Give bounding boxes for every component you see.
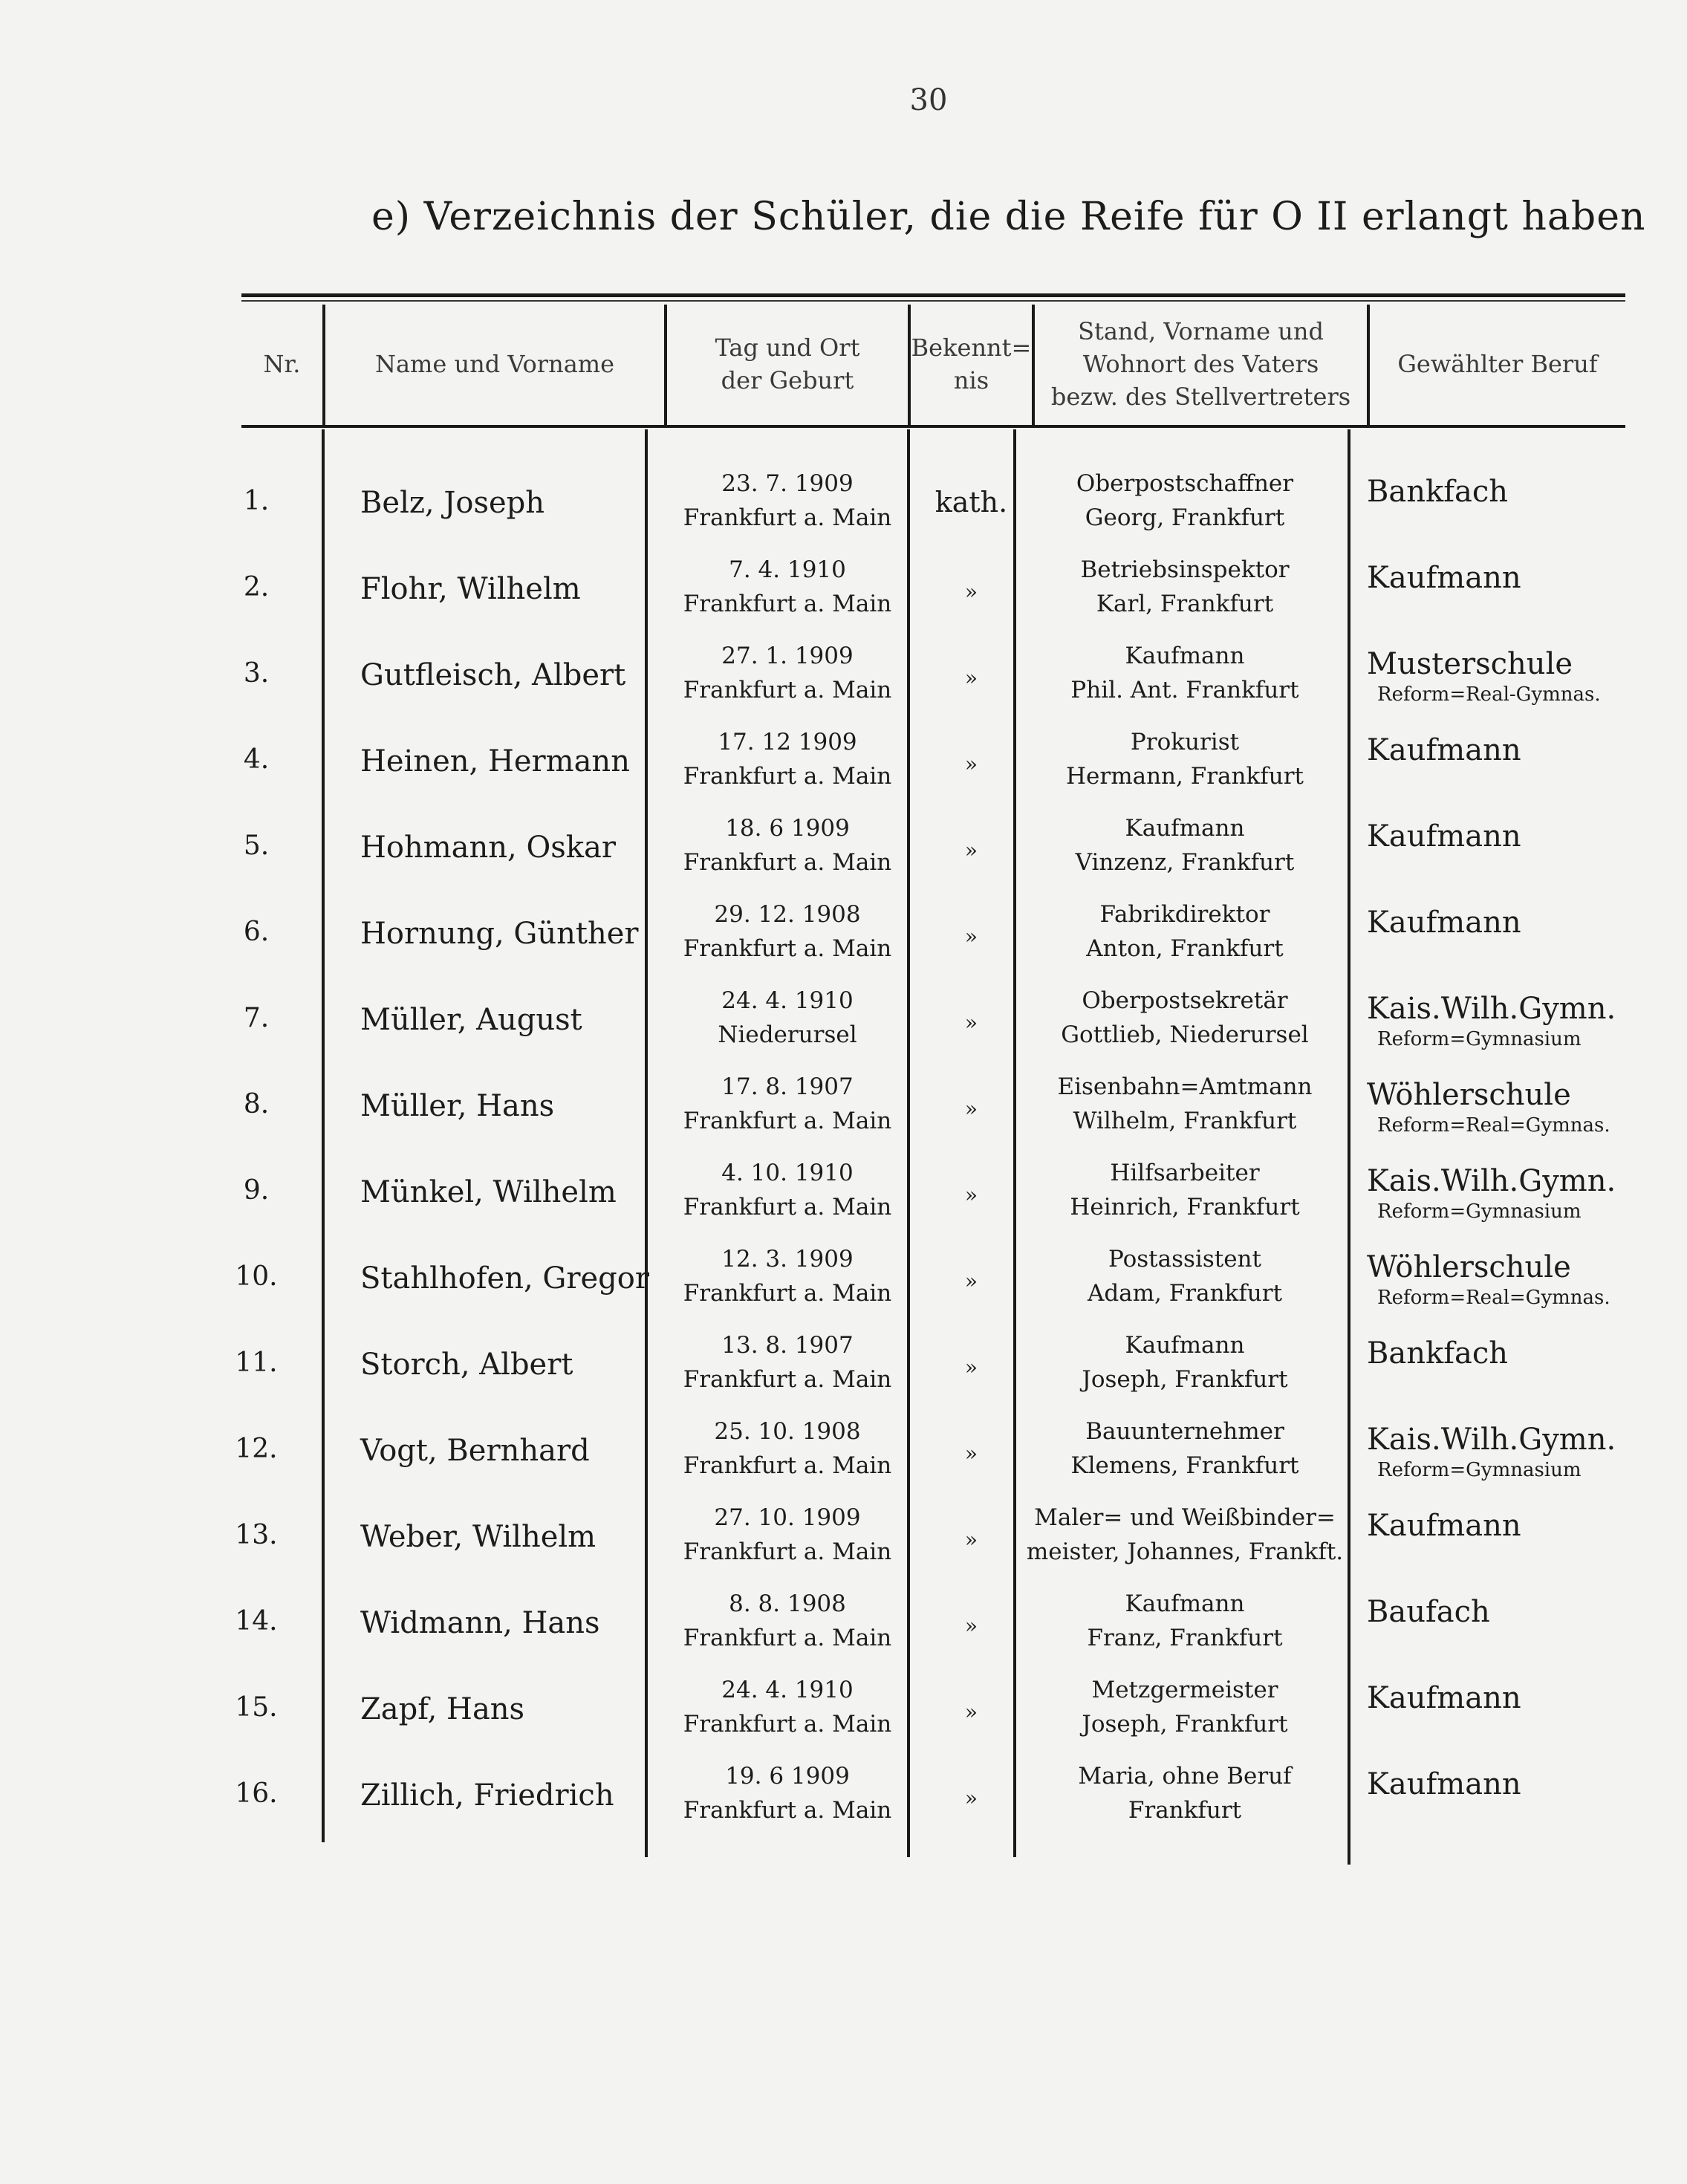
row-number: 14. (235, 1606, 278, 1637)
student-name: Belz, Joseph (360, 486, 545, 520)
confession: » (964, 838, 978, 862)
header-birth (667, 305, 908, 423)
row-number: 3. (243, 658, 270, 689)
career-main: Kaufmann (1367, 819, 1521, 854)
confession: » (964, 1613, 978, 1638)
father-info (1014, 1328, 1356, 1397)
birth-place: Frankfurt a. Main (683, 1538, 892, 1565)
father-line2: Frankfurt (1128, 1797, 1242, 1824)
confession: » (964, 924, 978, 949)
table-row (0, 1322, 1687, 1408)
father-line2: Heinrich, Frankfurt (1070, 1194, 1300, 1221)
chosen-career (1367, 991, 1619, 1052)
birth-info (665, 1156, 910, 1224)
student-name: Münkel, Wilhelm (360, 1175, 617, 1209)
header-nr (241, 305, 322, 423)
header-confession-line1: Bekennt= (911, 334, 1032, 362)
birth-date: 29. 12. 1908 (714, 901, 861, 928)
father-info (1014, 639, 1356, 707)
chosen-career (1367, 1767, 1619, 1802)
birth-date: 24. 4. 1910 (721, 1677, 854, 1703)
confession: » (964, 1527, 978, 1552)
career-sub: Reform=Gymnasium (1377, 1028, 1582, 1050)
chosen-career (1367, 1163, 1619, 1224)
student-name: Müller, August (360, 1003, 582, 1037)
birth-place: Frankfurt a. Main (683, 763, 892, 790)
birth-date: 19. 6 1909 (725, 1763, 850, 1790)
birth-place: Frankfurt a. Main (683, 1797, 892, 1824)
student-name: Flohr, Wilhelm (360, 572, 581, 606)
chosen-career (1367, 732, 1619, 768)
birth-info (665, 1587, 910, 1655)
birth-place: Frankfurt a. Main (683, 849, 892, 876)
confession: » (964, 1269, 978, 1293)
student-name: Heinen, Hermann (360, 744, 630, 779)
birth-date: 17. 8. 1907 (721, 1073, 854, 1100)
row-number: 7. (243, 1003, 270, 1033)
father-line1: Fabrikdirektor (1099, 901, 1270, 928)
birth-info (665, 1414, 910, 1483)
father-line1: Eisenbahn=Amtmann (1057, 1073, 1313, 1100)
birth-place: Frankfurt a. Main (683, 1452, 892, 1479)
career-main: Kais.Wilh.Gymn. (1367, 1164, 1616, 1198)
student-name: Widmann, Hans (360, 1606, 600, 1640)
header-birth-line1: Tag und Ort (715, 334, 860, 362)
header-confession (911, 305, 1032, 423)
birth-info (665, 725, 910, 793)
confession: » (964, 1700, 978, 1724)
row-number: 1. (243, 486, 270, 516)
table-row (0, 1753, 1687, 1839)
confession: » (964, 1355, 978, 1379)
confession: » (964, 1441, 978, 1466)
birth-date: 13. 8. 1907 (721, 1332, 854, 1359)
career-main: Kaufmann (1367, 561, 1521, 595)
chosen-career (1367, 474, 1619, 510)
birth-place: Frankfurt a. Main (683, 1711, 892, 1738)
birth-place: Niederursel (718, 1021, 857, 1048)
father-line1: Bauunternehmer (1085, 1418, 1284, 1445)
table-row (0, 1495, 1687, 1581)
birth-info (665, 897, 910, 966)
father-line1: Kaufmann (1125, 643, 1245, 669)
father-line2: Klemens, Frankfurt (1070, 1452, 1299, 1479)
career-main: Kaufmann (1367, 733, 1521, 767)
father-line2: meister, Johannes, Frankft. (1026, 1538, 1344, 1565)
table-top-rule (241, 293, 1625, 297)
career-main: Kaufmann (1367, 1681, 1521, 1715)
career-main: Wöhlerschule (1367, 1250, 1571, 1284)
student-name: Storch, Albert (360, 1348, 573, 1382)
father-info (1014, 553, 1356, 621)
confession: » (964, 1096, 978, 1121)
birth-info (665, 1070, 910, 1138)
confession: » (964, 579, 978, 604)
chosen-career (1367, 1336, 1619, 1371)
father-info (1014, 1070, 1356, 1138)
birth-info (665, 639, 910, 707)
chosen-career (1367, 1594, 1619, 1630)
table-row (0, 1064, 1687, 1150)
chosen-career (1367, 819, 1619, 854)
father-line2: Wilhelm, Frankfurt (1073, 1108, 1297, 1134)
father-line2: Gottlieb, Niederursel (1061, 1021, 1309, 1048)
table-row (0, 1236, 1687, 1322)
row-number: 11. (235, 1348, 278, 1378)
birth-date: 18. 6 1909 (725, 815, 850, 842)
student-name: Zillich, Friedrich (360, 1778, 614, 1813)
birth-date: 12. 3. 1909 (721, 1246, 854, 1273)
row-number: 4. (243, 744, 270, 775)
father-info (1014, 897, 1356, 966)
confession: kath. (934, 486, 1008, 519)
header-father-line2: Wohnort des Vaters (1082, 350, 1319, 378)
father-line2: Hermann, Frankfurt (1066, 763, 1304, 790)
table-row (0, 978, 1687, 1064)
father-line2: Karl, Frankfurt (1096, 591, 1274, 617)
father-line1: Maria, ohne Beruf (1078, 1763, 1292, 1790)
birth-date: 27. 1. 1909 (721, 643, 854, 669)
row-number: 6. (243, 917, 270, 947)
father-info (1014, 1242, 1356, 1310)
father-line1: Metzgermeister (1091, 1677, 1278, 1703)
table-row (0, 719, 1687, 805)
header-name-label: Name und Vorname (374, 350, 615, 378)
header-confession-line2: nis (953, 366, 989, 394)
father-info (1014, 1414, 1356, 1483)
confession: » (964, 1183, 978, 1207)
birth-date: 27. 10. 1909 (714, 1504, 861, 1531)
header-career-label: Gewählter Beruf (1397, 350, 1598, 378)
father-line1: Maler= und Weißbinder= (1034, 1504, 1336, 1531)
father-info (1014, 1156, 1356, 1224)
father-info (1014, 467, 1356, 535)
birth-place: Frankfurt a. Main (683, 1194, 892, 1221)
career-sub: Reform=Gymnasium (1377, 1459, 1582, 1481)
student-name: Müller, Hans (360, 1089, 555, 1123)
father-info (1014, 1501, 1356, 1569)
father-line1: Oberpostsekretär (1082, 987, 1288, 1014)
page-number: 30 (909, 83, 948, 117)
father-info (1014, 984, 1356, 1052)
father-info (1014, 725, 1356, 793)
career-main: Baufach (1367, 1595, 1490, 1629)
row-number: 12. (235, 1434, 278, 1464)
father-line2: Joseph, Frankfurt (1082, 1366, 1288, 1393)
birth-date: 24. 4. 1910 (721, 987, 854, 1014)
header-father (1035, 305, 1367, 423)
table-row (0, 1408, 1687, 1495)
father-line1: Hilfsarbeiter (1110, 1160, 1260, 1186)
birth-info (665, 1501, 910, 1569)
student-name: Hornung, Günther (360, 917, 639, 951)
father-line2: Phil. Ant. Frankfurt (1070, 677, 1299, 703)
header-father-line3: bezw. des Stellvertreters (1050, 383, 1351, 411)
table-top-rule-thin (241, 300, 1625, 302)
row-number: 10. (235, 1261, 278, 1292)
father-line2: Vinzenz, Frankfurt (1075, 849, 1295, 876)
table-row (0, 1667, 1687, 1753)
career-sub: Reform=Real=Gymnas. (1377, 1287, 1610, 1309)
chosen-career (1367, 1508, 1619, 1544)
header-career (1370, 305, 1625, 423)
father-line2: Franz, Frankfurt (1087, 1625, 1283, 1651)
row-number: 16. (235, 1778, 278, 1809)
confession: » (964, 1010, 978, 1035)
header-birth-line2: der Geburt (721, 366, 854, 394)
father-line2: Anton, Frankfurt (1086, 935, 1284, 962)
father-info (1014, 1759, 1356, 1827)
birth-place: Frankfurt a. Main (683, 591, 892, 617)
header-name (325, 305, 664, 423)
confession: » (964, 666, 978, 690)
chosen-career (1367, 1249, 1619, 1310)
birth-info (665, 811, 910, 880)
career-main: Bankfach (1367, 1336, 1509, 1371)
table-row (0, 1581, 1687, 1667)
table-row (0, 547, 1687, 633)
father-line1: Oberpostschaffner (1076, 470, 1294, 497)
birth-info (665, 1242, 910, 1310)
father-line1: Kaufmann (1125, 1332, 1245, 1359)
student-name: Stahlhofen, Gregor (360, 1261, 649, 1296)
chosen-career (1367, 905, 1619, 940)
birth-info (665, 1759, 910, 1827)
birth-info (665, 1673, 910, 1741)
table-row (0, 1150, 1687, 1236)
table-header-rule (241, 425, 1625, 428)
table-row (0, 891, 1687, 978)
career-main: Kais.Wilh.Gymn. (1367, 992, 1616, 1026)
header-nr-label: Nr. (263, 350, 301, 378)
father-line2: Joseph, Frankfurt (1082, 1711, 1288, 1738)
chosen-career (1367, 1077, 1619, 1138)
header-father-line1: Stand, Vorname und (1078, 317, 1324, 345)
birth-info (665, 467, 910, 535)
father-info (1014, 811, 1356, 880)
career-main: Bankfach (1367, 475, 1509, 509)
student-name: Weber, Wilhelm (360, 1520, 597, 1554)
father-line1: Kaufmann (1125, 1590, 1245, 1617)
career-sub: Reform=Real-Gymnas. (1377, 683, 1601, 706)
career-main: Kaufmann (1367, 906, 1521, 940)
row-number: 13. (235, 1520, 278, 1550)
birth-info (665, 553, 910, 621)
chosen-career (1367, 646, 1619, 707)
career-main: Kais.Wilh.Gymn. (1367, 1423, 1616, 1457)
chosen-career (1367, 560, 1619, 596)
birth-info (665, 984, 910, 1052)
birth-place: Frankfurt a. Main (683, 1366, 892, 1393)
birth-place: Frankfurt a. Main (683, 677, 892, 703)
birth-date: 4. 10. 1910 (721, 1160, 854, 1186)
chosen-career (1367, 1422, 1619, 1483)
father-info (1014, 1587, 1356, 1655)
father-line1: Prokurist (1130, 729, 1240, 755)
father-line1: Kaufmann (1125, 815, 1245, 842)
birth-place: Frankfurt a. Main (683, 935, 892, 962)
student-name: Zapf, Hans (360, 1692, 525, 1726)
chosen-career (1367, 1680, 1619, 1716)
birth-date: 8. 8. 1908 (729, 1590, 846, 1617)
father-line2: Georg, Frankfurt (1085, 504, 1285, 531)
father-line1: Betriebsinspektor (1080, 556, 1290, 583)
birth-place: Frankfurt a. Main (683, 1280, 892, 1307)
row-number: 8. (243, 1089, 270, 1119)
student-name: Hohmann, Oskar (360, 831, 616, 865)
student-name: Vogt, Bernhard (360, 1434, 590, 1468)
father-line1: Postassistent (1108, 1246, 1261, 1273)
row-number: 9. (243, 1175, 270, 1206)
career-main: Musterschule (1367, 647, 1573, 681)
career-sub: Reform=Gymnasium (1377, 1200, 1582, 1223)
birth-place: Frankfurt a. Main (683, 504, 892, 531)
career-main: Kaufmann (1367, 1767, 1521, 1801)
birth-date: 17. 12 1909 (718, 729, 857, 755)
career-main: Kaufmann (1367, 1509, 1521, 1543)
row-number: 5. (243, 831, 270, 861)
row-number: 2. (243, 572, 270, 602)
father-info (1014, 1673, 1356, 1741)
career-main: Wöhlerschule (1367, 1078, 1571, 1112)
father-line2: Adam, Frankfurt (1087, 1280, 1283, 1307)
student-name: Gutfleisch, Albert (360, 658, 626, 692)
table-row (0, 805, 1687, 891)
page-title: e) Verzeichnis der Schüler, die die Reife für O II erlangt haben (371, 195, 1646, 239)
birth-place: Frankfurt a. Main (683, 1108, 892, 1134)
confession: » (964, 1786, 978, 1810)
row-number: 15. (235, 1692, 278, 1723)
birth-place: Frankfurt a. Main (683, 1625, 892, 1651)
birth-date: 23. 7. 1909 (721, 470, 854, 497)
birth-date: 25. 10. 1908 (714, 1418, 861, 1445)
table-row (0, 633, 1687, 719)
confession: » (964, 752, 978, 776)
birth-date: 7. 4. 1910 (729, 556, 846, 583)
table-row (0, 461, 1687, 547)
career-sub: Reform=Real=Gymnas. (1377, 1114, 1610, 1137)
birth-info (665, 1328, 910, 1397)
